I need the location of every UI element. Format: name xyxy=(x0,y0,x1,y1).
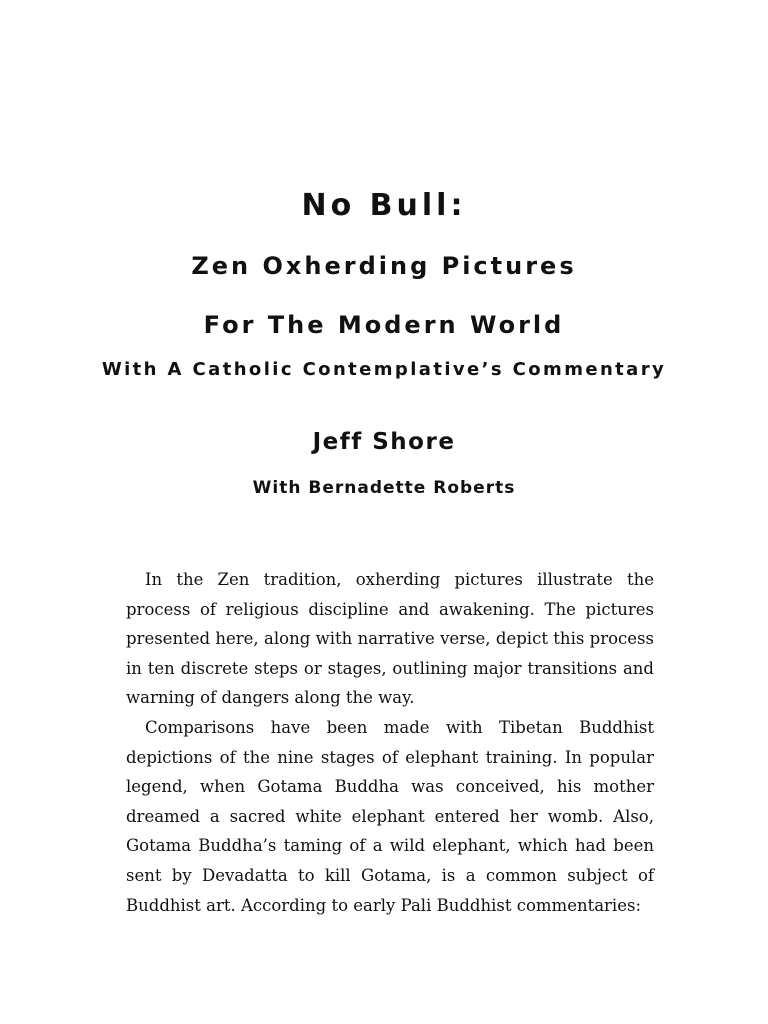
paragraph: Comparisons have been made with Tibetan Buddhist depictions of the nine stages of elephant training. In popular legend, when Gotama Buddha was conceived, his mother dreamed a sacred white elephant entered her womb. Also, Gotama Buddha’s taming of a wild elephant, which had been sent by Devadatta to kill Gotama, is a common subject of Buddhist art. According to early Pali Buddhist commentaries: xyxy=(126,717,654,915)
paragraph: In the Zen tradition, oxherding pictures illustrate the process of religious discipline and awakening. The pictures presented here, along with narrative verse, depict this process in ten discrete steps or stages, outlining major transitions and warning of dangers along the way. xyxy=(126,570,654,708)
book-subtitle-line-2: For The Modern World xyxy=(203,311,565,339)
book-subtitle-line-1: Zen Oxherding Pictures xyxy=(191,252,577,280)
coauthor-name: With Bernadette Roberts xyxy=(252,478,516,498)
book-title: No Bull: xyxy=(301,188,467,223)
book-subtitle-line-3: With A Catholic Contemplative’s Commentary xyxy=(101,359,667,380)
author-name: Jeff Shore xyxy=(312,429,456,455)
body-text xyxy=(126,565,654,920)
